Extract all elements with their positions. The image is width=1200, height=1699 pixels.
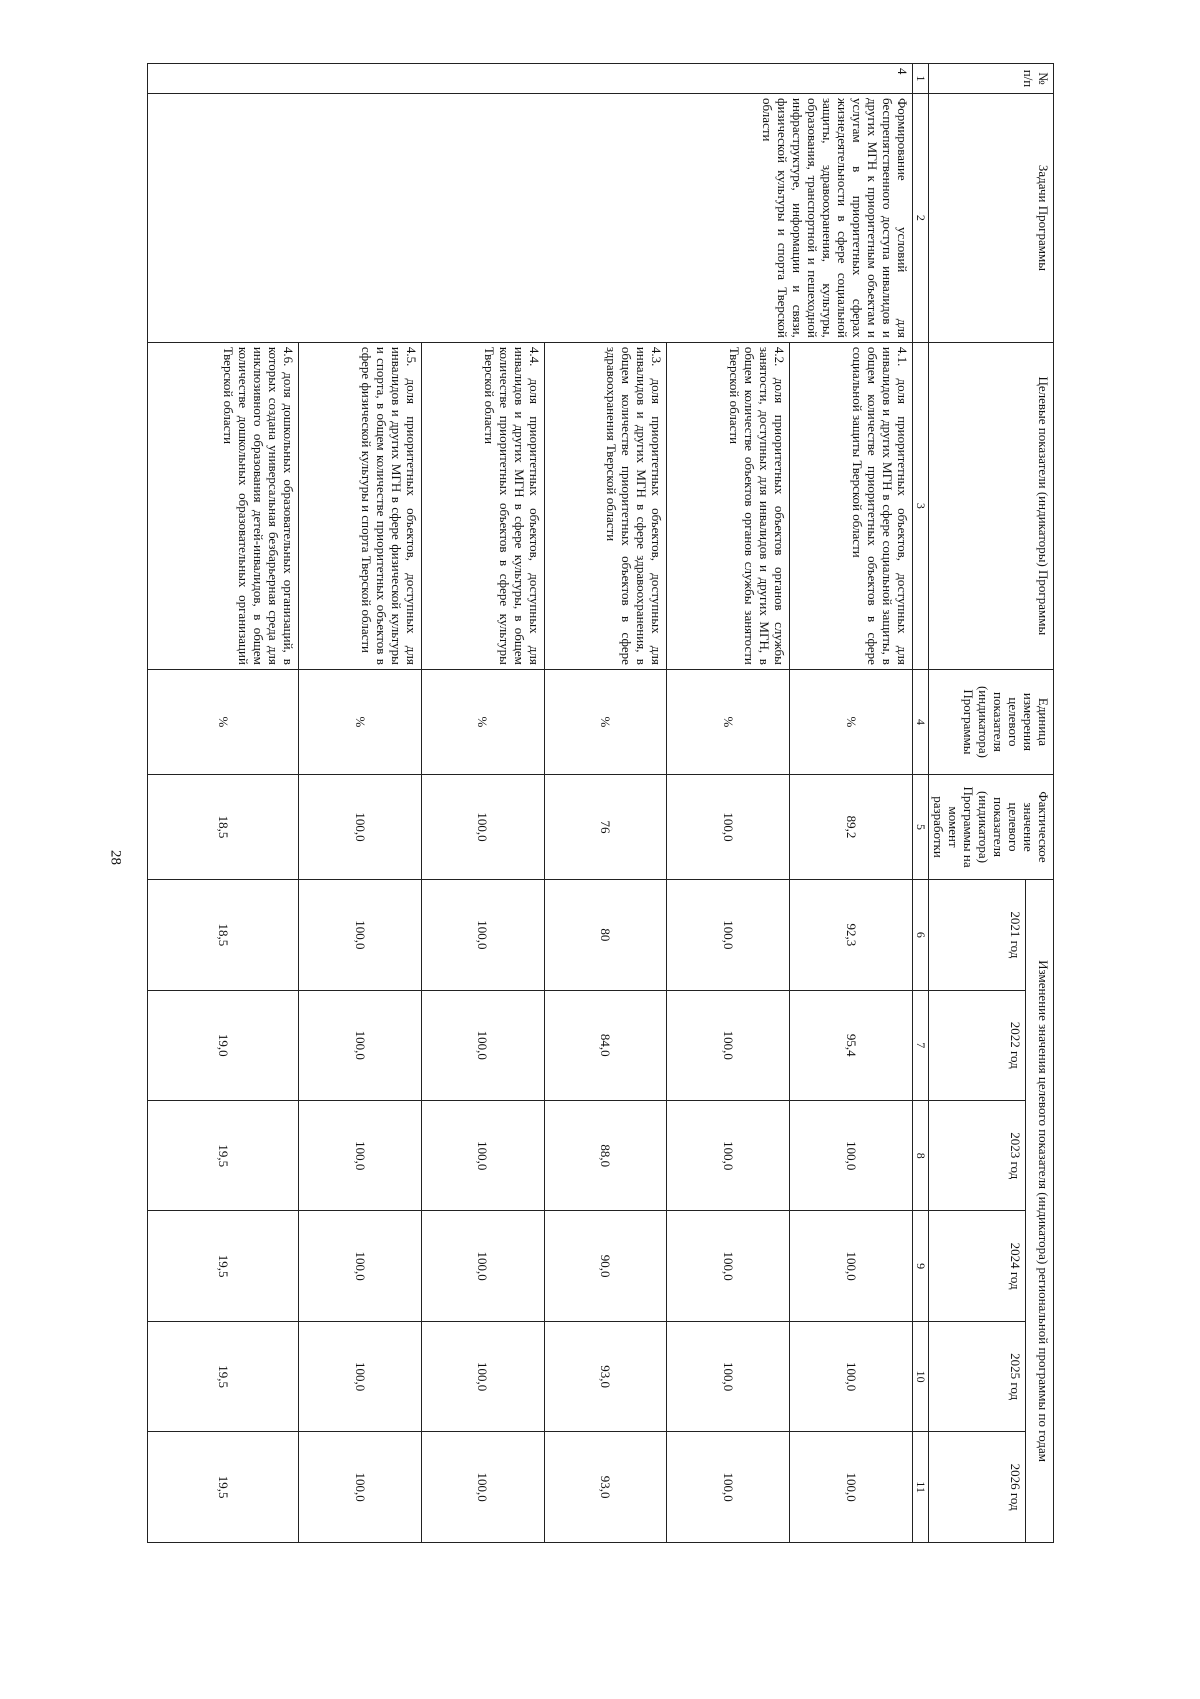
year-value: 100,0 [667, 990, 790, 1100]
year-value: 100,0 [299, 1211, 422, 1321]
year-value: 100,0 [790, 1432, 913, 1543]
page-number: 28 [107, 850, 124, 865]
unit-cell: % [667, 669, 790, 774]
column-number: 4 [913, 669, 929, 774]
header-year-2026: 2026 год [929, 1432, 1026, 1543]
header-year-2024: 2024 год [929, 1211, 1026, 1321]
year-value: 80 [544, 880, 667, 990]
column-number-row [913, 64, 929, 1543]
year-value: 100,0 [299, 880, 422, 990]
unit-cell: % [148, 669, 299, 774]
actual-value: 100,0 [299, 775, 422, 880]
actual-value: 76 [544, 775, 667, 880]
year-value: 19,5 [148, 1101, 299, 1211]
year-value: 100,0 [790, 1211, 913, 1321]
year-value: 100,0 [667, 880, 790, 990]
header-unit: Единица измерения целевого показателя (индикатора) Программы [929, 669, 1054, 774]
year-value: 100,0 [790, 1321, 913, 1431]
column-number: 8 [913, 1101, 929, 1211]
unit-cell: % [299, 669, 422, 774]
column-number: 7 [913, 990, 929, 1100]
header-change: Изменение значения целевого показателя (индикатора) региональной программы по годам [1025, 880, 1053, 1543]
indicators-table [147, 63, 1054, 1543]
year-value: 93,0 [544, 1432, 667, 1543]
header-year-2021: 2021 год [929, 880, 1026, 990]
header-actual: Фактическое значение целевого показателя (индикатора) Программы на момент разработки [929, 775, 1054, 880]
column-number: 1 [913, 64, 929, 94]
column-number: 2 [913, 94, 929, 343]
year-value: 100,0 [421, 1321, 544, 1431]
rotated-table-container [184, 63, 1054, 1543]
year-value: 100,0 [421, 1432, 544, 1543]
actual-value: 100,0 [421, 775, 544, 880]
indicator-text: 4.1. доля приоритетных объектов, доступных для инвалидов и других МГН в сфере социальной защиты, в общем количестве приоритетных объектов в сфере социальной защиты Тверской области [790, 342, 913, 669]
year-value: 88,0 [544, 1101, 667, 1211]
indicator-text: 4.3. доля приоритетных объектов, доступных для инвалидов и других МГН в сфере здравоохранения, в общем количестве приоритетных объектов в сфере здравоохранения Тверской области [544, 342, 667, 669]
year-value: 100,0 [299, 1432, 422, 1543]
year-value: 19,5 [148, 1432, 299, 1543]
year-value: 100,0 [790, 1101, 913, 1211]
header-indicators: Целевые показатели (индикаторы) Программы [929, 342, 1054, 669]
year-value: 100,0 [421, 1211, 544, 1321]
table-row [790, 64, 913, 1543]
year-value: 100,0 [421, 990, 544, 1100]
year-value: 19,5 [148, 1211, 299, 1321]
column-number: 10 [913, 1321, 929, 1431]
unit-cell: % [421, 669, 544, 774]
header-year-2022: 2022 год [929, 990, 1026, 1100]
year-value: 100,0 [299, 990, 422, 1100]
header-tasks: Задачи Программы [929, 94, 1054, 343]
actual-value: 89,2 [790, 775, 913, 880]
actual-value: 18,5 [148, 775, 299, 880]
unit-cell: % [544, 669, 667, 774]
year-value: 19,5 [148, 1321, 299, 1431]
column-number: 9 [913, 1211, 929, 1321]
year-value: 100,0 [667, 1321, 790, 1431]
year-value: 84,0 [544, 990, 667, 1100]
year-value: 18,5 [148, 880, 299, 990]
task-text: Формирование условий для беспрепятственного доступа инвалидов и других МГН к приоритетным объектам и услугам в приоритетных сферах жизнедеятельности в сфере социальной защиты, здравоохранения, культуры, образования, транспортной и пешеходной инфраструктуре, информации и связи, физической культуры и спорта Тверской области [148, 94, 913, 343]
year-value: 95,4 [790, 990, 913, 1100]
indicator-text: 4.2. доля приоритетных объектов органов службы занятости, доступных для инвалидов и других МГН, в общем количестве объектов органов службы занятости Тверской области [667, 342, 790, 669]
actual-value: 100,0 [667, 775, 790, 880]
year-value: 100,0 [667, 1101, 790, 1211]
column-number: 3 [913, 342, 929, 669]
year-value: 19,0 [148, 990, 299, 1100]
year-value: 100,0 [421, 880, 544, 990]
year-value: 100,0 [667, 1211, 790, 1321]
year-value: 100,0 [667, 1432, 790, 1543]
header-year-2023: 2023 год [929, 1101, 1026, 1211]
year-value: 92,3 [790, 880, 913, 990]
row-number: 4 [148, 64, 913, 94]
year-value: 100,0 [299, 1101, 422, 1211]
year-value: 93,0 [544, 1321, 667, 1431]
year-value: 100,0 [421, 1101, 544, 1211]
year-value: 90,0 [544, 1211, 667, 1321]
indicator-text: 4.6. доля дошкольных образовательных организаций, в которых создана универсальная безбарьерная среда для инклюзивного образования детей-инвалидов, в общем количестве дошкольных образовательных организаций Тверской области [148, 342, 299, 669]
indicator-text: 4.4. доля приоритетных объектов, доступных для инвалидов и других МГН в сфере культуры, в общем количестве приоритетных объектов в сфере культуры Тверской области [421, 342, 544, 669]
unit-cell: % [790, 669, 913, 774]
header-num: № п/п [929, 64, 1054, 94]
column-number: 6 [913, 880, 929, 990]
column-number: 11 [913, 1432, 929, 1543]
indicator-text: 4.5. доля приоритетных объектов, доступных для инвалидов и других МГН в сфере физической культуры и спорта, в общем количестве приоритетных объектов в сфере физической культуры и спорта Тверской области [299, 342, 422, 669]
year-value: 100,0 [299, 1321, 422, 1431]
header-year-2025: 2025 год [929, 1321, 1026, 1431]
column-number: 5 [913, 775, 929, 880]
